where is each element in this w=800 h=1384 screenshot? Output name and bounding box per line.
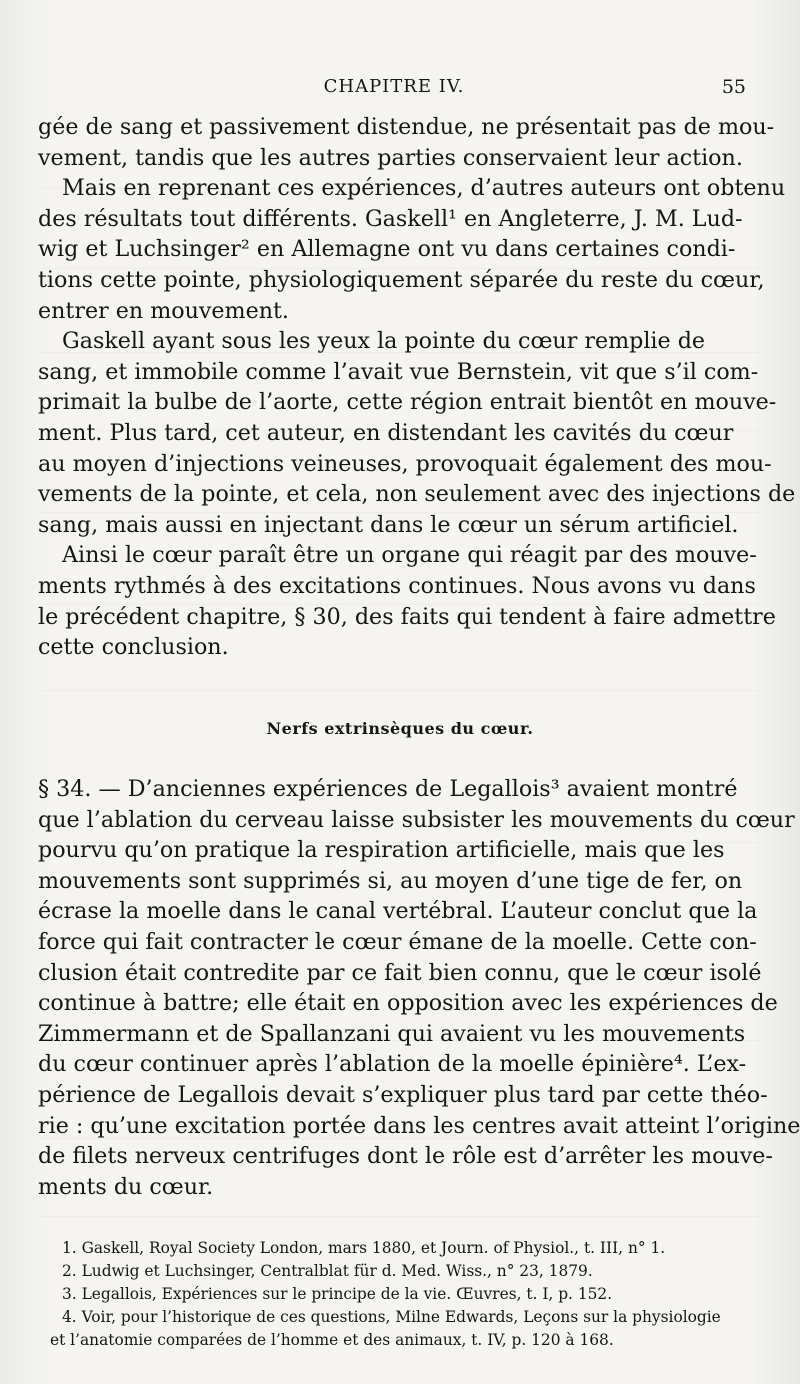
text-line: vements de la pointe, et cela, non seulement avec des injections de xyxy=(38,481,796,508)
footnote-line: et l’anatomie comparées de l’homme et des animaux, t. IV, p. 120 à 168. xyxy=(50,1331,614,1349)
text-line: continue à battre; elle était en opposition avec les expériences de xyxy=(38,990,778,1017)
running-head: CHAPITRE IV. xyxy=(323,76,465,97)
text-line: Ainsi le cœur paraît être un organe qui réagit par des mouve- xyxy=(62,542,757,569)
text-line: vement, tandis que les autres parties conservaient leur action. xyxy=(38,144,743,171)
text-line: Mais en reprenant ces expériences, d’autres auteurs ont obtenu xyxy=(62,175,786,202)
footnote-line: 1. Gaskell, Royal Society London, mars 1880, et Journ. of Physiol., t. III, n° 1. xyxy=(62,1239,666,1257)
text-line: wig et Luchsinger² en Allemagne ont vu dans certaines condi- xyxy=(38,236,736,263)
text-line: ments rythmés à des excitations continues. Nous avons vu dans xyxy=(38,572,756,599)
page-number: 55 xyxy=(721,76,746,98)
footnote-line: 2. Ludwig et Luchsinger, Centralblat für d. Med. Wiss., n° 23, 1879. xyxy=(62,1262,593,1280)
text-line: gée de sang et passivement distendue, ne présentait pas de mou- xyxy=(38,114,775,140)
text-line: § 34. — D’anciennes expériences de Legallois³ avaient montré xyxy=(38,776,738,802)
body-text-top xyxy=(38,112,796,663)
text-line: Zimmermann et de Spallanzani qui avaient vu les mouvements xyxy=(38,1020,746,1047)
text-line: tions cette pointe, physiologiquement séparée du reste du cœur, xyxy=(38,266,765,293)
text-line: de filets nerveux centrifuges dont le rôle est d’arrêter les mouve- xyxy=(38,1143,773,1170)
text-line: primait la bulbe de l’aorte, cette région entrait bientôt en mouve- xyxy=(38,389,777,416)
section-title: Nerfs extrinsèques du cœur. xyxy=(266,719,534,738)
text-line: cette conclusion. xyxy=(38,634,229,661)
text-line: des résultats tout différents. Gaskell¹ en Angleterre, J. M. Lud- xyxy=(38,205,743,232)
text-line: écrase la moelle dans le canal vertébral. L’auteur conclut que la xyxy=(38,898,758,925)
text-line: clusion était contredite par ce fait bien connu, que le cœur isolé xyxy=(38,959,762,986)
text-line: périence de Legallois devait s’expliquer plus tard par cette théo- xyxy=(38,1081,768,1108)
footnote-line: 4. Voir, pour l’historique de ces questions, Milne Edwards, Leçons sur la physiologie xyxy=(62,1308,721,1326)
text-line: ment. Plus tard, cet auteur, en distendant les cavités du cœur xyxy=(38,419,734,446)
text-line: Gaskell ayant sous les yeux la pointe du cœur remplie de xyxy=(62,328,706,355)
text-line: mouvements sont supprimés si, au moyen d’une tige de fer, on xyxy=(38,867,743,894)
footnote-line: 3. Legallois, Expériences sur le principe de la vie. Œuvres, t. I, p. 152. xyxy=(62,1285,613,1303)
text-line: pourvu qu’on pratique la respiration artificielle, mais que les xyxy=(38,837,725,864)
text-line: du cœur continuer après l’ablation de la moelle épinière⁴. L’ex- xyxy=(38,1051,747,1078)
text-line: que l’ablation du cerveau laisse subsister les mouvements du cœur xyxy=(38,806,795,833)
page-header xyxy=(40,76,748,100)
text-line: sang, mais aussi en injectant dans le cœur un sérum artificiel. xyxy=(38,511,739,538)
text-line: force qui fait contracter le cœur émane de la moelle. Cette con- xyxy=(38,928,757,955)
text-line: ments du cœur. xyxy=(38,1173,214,1200)
text-line: au moyen d’injections veineuses, provoquait également des mou- xyxy=(38,450,772,477)
footnotes xyxy=(50,1237,760,1352)
text-line: rie : qu’une excitation portée dans les centres avait atteint l’origine xyxy=(38,1112,800,1139)
text-line: sang, et immobile comme l’avait vue Bernstein, vit que s’il com- xyxy=(38,358,759,385)
body-text-bottom xyxy=(38,774,800,1202)
text-line: entrer en mouvement. xyxy=(38,297,289,324)
text-line: le précédent chapitre, § 30, des faits qui tendent à faire admettre xyxy=(38,603,776,630)
